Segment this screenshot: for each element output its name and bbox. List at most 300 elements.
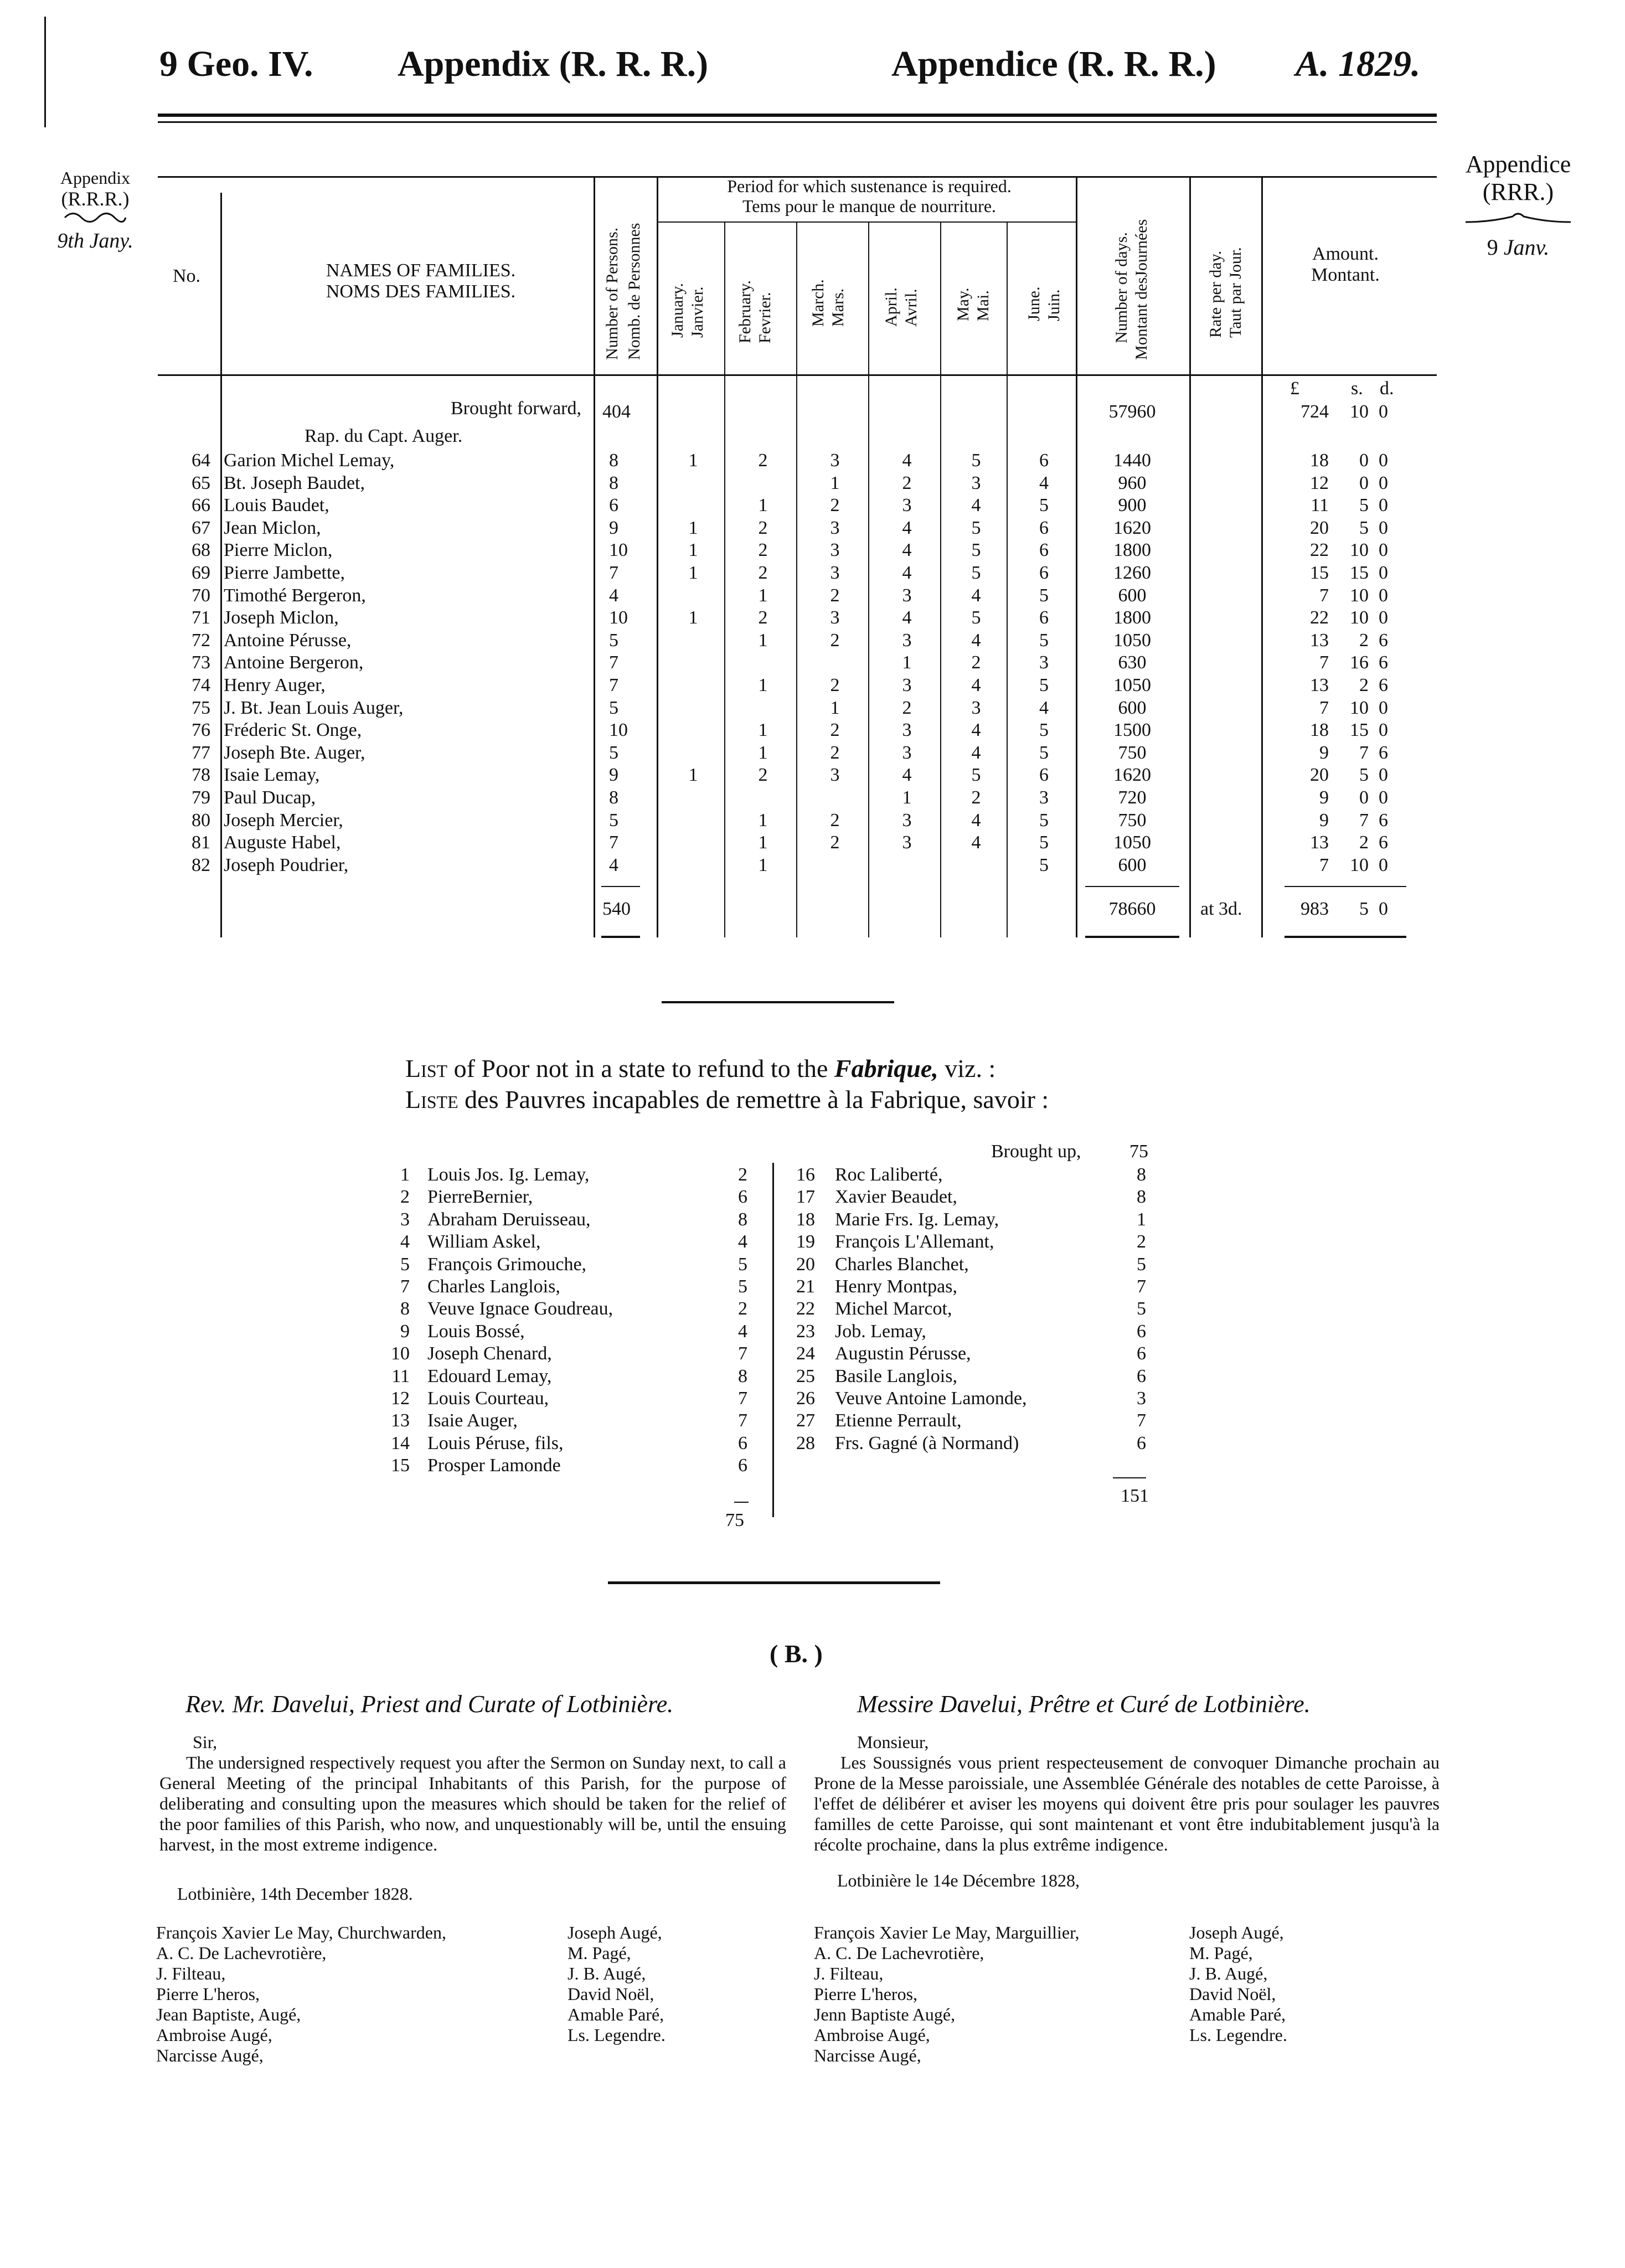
poor-right-name: Xavier Beaudet, (835, 1187, 957, 1207)
row-name: Joseph Mercier, (224, 810, 343, 831)
row-month-cell: 1 (758, 720, 768, 740)
row-no: 77 (192, 743, 210, 763)
letter-en-signatures-right (568, 1922, 666, 2045)
row-month-cell: 5 (971, 563, 981, 583)
signature-name: David Noël, (1189, 1984, 1276, 2004)
col-sep-persons (657, 176, 658, 937)
row-name: Louis Baudet, (224, 495, 329, 516)
row-s: 10 (1350, 585, 1369, 606)
poor-left-name: Louis Courteau, (427, 1388, 549, 1409)
amount-double-rule (1284, 936, 1406, 938)
signature-name: Narcisse Augé, (814, 2045, 921, 2065)
section-label: Rap. du Capt. Auger. (305, 426, 463, 446)
row-name: J. Bt. Jean Louis Auger, (224, 698, 404, 718)
header-days-fr: Montant desJournées (1132, 219, 1151, 360)
row-s: 15 (1350, 563, 1369, 583)
row-persons: 6 (609, 495, 618, 516)
letter-fr-signatures-left (814, 1922, 1079, 2066)
row-persons: 10 (609, 720, 628, 740)
separator-rule-2 (608, 1581, 940, 1584)
header-names-fr: NOMS DES FAMILIES. (326, 281, 516, 302)
row-month-cell: 5 (1039, 675, 1049, 695)
row-l: 18 (1310, 450, 1329, 471)
row-month-cell: 5 (1039, 810, 1049, 831)
poor-left-count: 6 (738, 1187, 747, 1207)
letter-fr-signatures-right (1189, 1922, 1287, 2045)
signature-name: Pierre L'heros, (156, 1984, 260, 2004)
header-amount-fr: Montant. (1311, 265, 1380, 285)
row-s: 5 (1359, 518, 1369, 538)
row-month-cell: 1 (758, 675, 768, 695)
brought-forward-persons: 404 (602, 401, 631, 422)
period-subrule (658, 221, 1076, 223)
row-s: 0 (1359, 787, 1369, 808)
signature-name: François Xavier Le May, Churchwarden, (156, 1922, 446, 1942)
row-month-cell: 2 (758, 607, 768, 628)
row-month-cell: 3 (830, 563, 840, 583)
row-d: 0 (1379, 720, 1388, 740)
row-no: 65 (192, 473, 210, 493)
poor-left-count: 4 (738, 1231, 747, 1252)
left-total-rule (734, 1502, 749, 1503)
margin-left-date: 9th Jany. (57, 229, 133, 252)
signature-name: A. C. De Lachevrotière, (814, 1943, 984, 1963)
row-month-cell: 5 (1039, 720, 1049, 740)
row-month-cell: 1 (688, 540, 698, 560)
col-sep-days (1189, 176, 1191, 937)
row-s: 10 (1350, 540, 1369, 560)
poor-right-count: 1 (1137, 1209, 1146, 1230)
row-persons: 5 (609, 698, 618, 718)
poor-left-count: 8 (738, 1366, 747, 1386)
signature-name: Ambroise Augé, (814, 2025, 930, 2045)
margin-left-line1: Appendix (60, 168, 131, 188)
row-d: 0 (1379, 585, 1388, 606)
row-days: 900 (1118, 495, 1147, 516)
row-month-cell: 3 (902, 630, 912, 651)
row-persons: 7 (609, 675, 618, 695)
poor-left-no: 7 (400, 1276, 410, 1297)
poor-left-count: 8 (738, 1209, 747, 1230)
margin-note-right (1452, 151, 1585, 261)
poor-left-count: 2 (738, 1164, 747, 1185)
poor-left-name: PierreBernier, (427, 1187, 533, 1207)
total-d: 0 (1379, 899, 1388, 919)
poor-right-count: 5 (1137, 1298, 1146, 1319)
row-s: 10 (1350, 855, 1369, 875)
row-days: 720 (1118, 787, 1147, 808)
header-appendix-en: Appendix (R. R. R.) (398, 44, 709, 84)
poor-right-count: 6 (1137, 1433, 1146, 1453)
row-l: 22 (1310, 540, 1329, 560)
poor-right-no: 24 (796, 1343, 815, 1364)
poor-list-title-en (405, 1053, 1049, 1084)
row-month-cell: 5 (1039, 630, 1049, 651)
header-days-en: Number of days. (1112, 232, 1131, 343)
row-no: 81 (192, 832, 210, 853)
row-no: 80 (192, 810, 210, 831)
header-month-mar-fr: Mars. (829, 288, 847, 327)
poor-left-count: 4 (738, 1321, 747, 1342)
row-days: 1500 (1113, 720, 1151, 740)
row-name: Auguste Habel, (224, 832, 341, 853)
row-days: 1050 (1113, 675, 1151, 695)
poor-left-name: Louis Péruse, fils, (427, 1433, 564, 1453)
header-no: No. (173, 266, 201, 286)
row-month-cell: 2 (971, 787, 981, 808)
header-period-fr: Tems pour le manque de nourriture. (742, 196, 997, 216)
poor-left-no: 13 (391, 1410, 410, 1431)
row-persons: 10 (609, 607, 628, 628)
title-fr-rest: des Pauvres incapables de remettre à la Fabrique, savoir : (458, 1085, 1049, 1114)
row-month-cell: 1 (688, 450, 698, 471)
row-no: 75 (192, 698, 210, 718)
poor-list-title-fr (405, 1084, 1049, 1115)
row-month-cell: 4 (902, 450, 912, 471)
row-month-cell: 2 (971, 652, 981, 673)
days-double-rule (1085, 936, 1179, 938)
row-month-cell: 5 (971, 450, 981, 471)
row-no: 82 (192, 855, 210, 875)
col-sep-jan (724, 221, 725, 937)
poor-right-name: Marie Frs. Ig. Lemay, (835, 1209, 999, 1230)
row-d: 0 (1379, 473, 1388, 493)
row-days: 1050 (1113, 630, 1151, 651)
row-s: 2 (1359, 675, 1369, 695)
col-sep-names (594, 176, 595, 937)
row-no: 71 (192, 607, 210, 628)
poor-left-name: Joseph Chenard, (427, 1343, 552, 1364)
signature-name: M. Pagé, (1189, 1943, 1253, 1963)
poor-left-name: William Askel, (427, 1231, 541, 1252)
row-month-cell: 4 (971, 585, 981, 606)
poor-right-name: François L'Allemant, (835, 1231, 994, 1252)
row-month-cell: 2 (758, 450, 768, 471)
row-month-cell: 5 (1039, 495, 1049, 516)
row-month-cell: 3 (971, 698, 981, 718)
letter-en-heading: Rev. Mr. Davelui, Priest and Curate of Lotbinière. (185, 1690, 674, 1718)
poor-right-no: 17 (796, 1187, 815, 1207)
poor-left-no: 4 (400, 1231, 410, 1252)
poor-left-name: Abraham Deruisseau, (427, 1209, 591, 1230)
signature-name: Joseph Augé, (568, 1922, 662, 1942)
row-name: Isaie Lemay, (224, 765, 320, 785)
row-month-cell: 3 (902, 495, 912, 516)
row-days: 1620 (1113, 518, 1151, 538)
row-month-cell: 4 (971, 810, 981, 831)
col-sep-jun (1076, 176, 1077, 937)
header-month-mar-en: March. (809, 279, 827, 327)
poor-left-no: 3 (400, 1209, 410, 1230)
poor-right-name: Job. Lemay, (835, 1321, 926, 1342)
brought-up-value: 75 (1129, 1141, 1148, 1162)
poor-list-title (405, 1053, 1049, 1115)
signature-name: Joseph Augé, (1189, 1922, 1284, 1942)
row-name: Fréderic St. Onge, (224, 720, 362, 740)
letter-fr-body: Les Soussignés vous prient respecteusement de convoquer Dimanche prochain au Prone de la Messe paroissiale, une Assemblée Générale des notables de cette Paroisse, à l'effet de délibérer et aviser les moyens qui doivent être pris pour soulager les pauvres familles de cette Paroisse, qui sont maintenant et vont être indubitablement jusqu'à la récolte prochaine, dans la plus extrême indigence. (814, 1752, 1440, 1854)
row-month-cell: 5 (1039, 585, 1049, 606)
row-s: 10 (1350, 607, 1369, 628)
signature-name: A. C. De Lachevrotière, (156, 1943, 327, 1963)
header-amount (1273, 244, 1417, 286)
row-l: 15 (1310, 563, 1329, 583)
row-month-cell: 3 (902, 743, 912, 763)
signature-name: M. Pagé, (568, 1943, 631, 1963)
row-no: 69 (192, 563, 210, 583)
poor-right-no: 18 (796, 1209, 815, 1230)
col-sep-feb (796, 221, 797, 937)
row-persons: 4 (609, 855, 618, 875)
row-days: 600 (1118, 855, 1147, 875)
poor-left-no: 2 (400, 1187, 410, 1207)
header-month-may-en: May. (954, 287, 972, 321)
row-d: 6 (1379, 743, 1388, 763)
poor-left-name: Edouard Lemay, (427, 1366, 552, 1386)
poor-right-name: Augustin Pérusse, (835, 1343, 971, 1364)
row-no: 74 (192, 675, 210, 695)
header-year: A. 1829. (1296, 44, 1421, 84)
header-names (266, 260, 576, 302)
poor-left-no: 5 (400, 1254, 410, 1275)
row-month-cell: 3 (830, 540, 840, 560)
total-s: 5 (1359, 899, 1369, 919)
row-month-cell: 1 (688, 563, 698, 583)
row-name: Henry Auger, (224, 675, 326, 695)
poor-left-no: 14 (391, 1433, 410, 1453)
row-d: 0 (1379, 855, 1388, 875)
right-total-rule (1113, 1477, 1146, 1478)
row-days: 750 (1118, 810, 1147, 831)
col-sep-no (220, 193, 222, 937)
poor-left-count: 6 (738, 1455, 747, 1476)
row-month-cell: 5 (1039, 743, 1049, 763)
margin-right-line2: (RRR.) (1482, 178, 1554, 205)
header-period (664, 176, 1074, 216)
row-persons: 5 (609, 810, 618, 831)
col-sep-apr (940, 221, 941, 937)
row-s: 15 (1350, 720, 1369, 740)
header-appendix-fr: Appendice (R. R. R.) (891, 44, 1216, 84)
title-en-fabrique: Fabrique, (834, 1054, 938, 1083)
row-no: 66 (192, 495, 210, 516)
row-persons: 5 (609, 743, 618, 763)
row-month-cell: 5 (971, 607, 981, 628)
poor-right-no: 21 (796, 1276, 815, 1297)
poor-left-count: 7 (738, 1410, 747, 1431)
row-l: 13 (1310, 675, 1329, 695)
row-month-cell: 3 (902, 810, 912, 831)
row-month-cell: 2 (758, 765, 768, 785)
brought-forward-d: 0 (1379, 401, 1388, 422)
row-s: 2 (1359, 832, 1369, 853)
poor-list-divider (772, 1163, 774, 1517)
header-session: 9 Geo. IV. (159, 44, 313, 84)
row-month-cell: 4 (971, 743, 981, 763)
poor-left-no: 11 (391, 1366, 410, 1386)
row-name: Pierre Jambette, (224, 563, 345, 583)
row-l: 20 (1310, 518, 1329, 538)
row-name: Timothé Bergeron, (224, 585, 366, 606)
col-sep-may (1007, 221, 1008, 937)
row-month-cell: 2 (830, 810, 840, 831)
total-rate: at 3d. (1200, 899, 1242, 919)
header-month-jun-en: June. (1025, 286, 1043, 321)
poor-right-name: Basile Langlois, (835, 1366, 957, 1386)
row-persons: 4 (609, 585, 618, 606)
row-days: 1440 (1113, 450, 1151, 471)
letter-fr-heading: Messire Davelui, Prêtre et Curé de Lotbinière. (857, 1690, 1311, 1718)
row-d: 6 (1379, 630, 1388, 651)
row-no: 72 (192, 630, 210, 651)
header-month-may-fr: Mai. (974, 290, 992, 321)
letter-en-dateline: Lotbinière, 14th December 1828. (177, 1884, 413, 1904)
poor-right-count: 8 (1137, 1164, 1146, 1185)
row-s: 5 (1359, 495, 1369, 516)
row-days: 630 (1118, 652, 1147, 673)
header-amount-en: Amount. (1312, 244, 1379, 264)
row-month-cell: 1 (902, 787, 912, 808)
letter-en-body: The undersigned respectively request you after the Sermon on Sunday next, to call a General Meeting of the principal Inhabitants of this Parish, for the purpose of deliberating and consulting upon the measures which should be taken for the relief of the poor families of this Parish, who now, and unquestionably will be, until the ensuing harvest, in the most extreme indigence. (159, 1752, 786, 1854)
signature-name: J. B. Augé, (1189, 1963, 1268, 1983)
row-no: 78 (192, 765, 210, 785)
signature-name: Jean Baptiste, Augé, (156, 2004, 301, 2024)
row-no: 79 (192, 787, 210, 808)
title-en-rest: of Poor not in a state to refund to the (447, 1054, 834, 1083)
row-month-cell: 3 (830, 518, 840, 538)
row-no: 64 (192, 450, 210, 471)
row-month-cell: 3 (830, 607, 840, 628)
row-month-cell: 2 (902, 698, 912, 718)
row-month-cell: 4 (971, 720, 981, 740)
row-d: 6 (1379, 652, 1388, 673)
header-month-jun-fr: Juin. (1045, 289, 1063, 321)
poor-right-name: Roc Laliberté, (835, 1164, 943, 1185)
margin-right-line1: Appendice (1465, 151, 1571, 178)
poor-right-count: 7 (1137, 1410, 1146, 1431)
poor-left-no: 1 (400, 1164, 410, 1185)
row-s: 0 (1359, 473, 1369, 493)
row-month-cell: 4 (902, 563, 912, 583)
row-no: 70 (192, 585, 210, 606)
letter-fr-dateline: Lotbinière le 14e Décembre 1828, (837, 1870, 1080, 1890)
poor-right-no: 27 (796, 1410, 815, 1431)
row-l: 22 (1310, 607, 1329, 628)
poor-right-no: 20 (796, 1254, 815, 1275)
poor-left-name: Charles Langlois, (427, 1276, 560, 1297)
total-days: 78660 (1108, 899, 1156, 919)
row-month-cell: 2 (758, 563, 768, 583)
row-month-cell: 5 (1039, 855, 1049, 875)
letter-en-signatures-left (156, 1922, 446, 2066)
row-d: 0 (1379, 607, 1388, 628)
row-name: Paul Ducap, (224, 787, 316, 808)
signature-name: Amable Paré, (568, 2004, 664, 2024)
title-fr-lead: Liste (405, 1085, 458, 1114)
signature-name: Ambroise Augé, (156, 2025, 272, 2045)
row-l: 13 (1310, 630, 1329, 651)
row-month-cell: 2 (758, 540, 768, 560)
row-month-cell: 4 (971, 630, 981, 651)
row-month-cell: 4 (971, 675, 981, 695)
poor-right-name: Henry Montpas, (835, 1276, 957, 1297)
row-month-cell: 4 (1039, 473, 1049, 493)
row-name: Joseph Poudrier, (224, 855, 349, 875)
signature-name: Narcisse Augé, (156, 2045, 264, 2065)
row-month-cell: 5 (971, 765, 981, 785)
poor-right-no: 26 (796, 1388, 815, 1409)
row-month-cell: 2 (830, 630, 840, 651)
row-month-cell: 3 (1039, 787, 1049, 808)
poor-right-count: 3 (1137, 1388, 1146, 1409)
row-month-cell: 1 (830, 698, 840, 718)
signature-name: Amable Paré, (1189, 2004, 1286, 2024)
row-persons: 5 (609, 630, 618, 651)
row-l: 9 (1319, 787, 1329, 808)
margin-right-flourish (1452, 206, 1585, 234)
row-month-cell: 2 (830, 832, 840, 853)
row-month-cell: 2 (830, 495, 840, 516)
signature-name: J. Filteau, (814, 1963, 884, 1983)
poor-left-total: 75 (725, 1510, 744, 1530)
signature-name: J. B. Augé, (568, 1963, 646, 1983)
row-days: 600 (1118, 698, 1147, 718)
row-month-cell: 4 (902, 765, 912, 785)
row-month-cell: 5 (1039, 832, 1049, 853)
row-l: 12 (1310, 473, 1329, 493)
col-sep-mar (868, 221, 869, 937)
header-rate-en: Rate per day. (1206, 250, 1225, 338)
days-total-rule (1085, 886, 1179, 887)
row-month-cell: 1 (758, 495, 768, 516)
poor-left-name: Louis Bossé, (427, 1321, 525, 1342)
poor-right-name: Etienne Perrault, (835, 1410, 962, 1431)
title-en-lead: List (405, 1054, 448, 1083)
row-no: 73 (192, 652, 210, 673)
header-rate-fr: Taut par Jour. (1226, 247, 1245, 338)
row-no: 68 (192, 540, 210, 560)
poor-right-count: 5 (1137, 1254, 1146, 1275)
header-month-feb-fr: Fevrier. (756, 292, 774, 343)
row-s: 7 (1359, 743, 1369, 763)
row-month-cell: 6 (1039, 518, 1049, 538)
poor-right-no: 23 (796, 1321, 815, 1342)
header-persons-fr: Nomb. de Personnes (625, 223, 643, 360)
letter-fr-salutation: Monsieur, (857, 1732, 929, 1752)
row-name: Bt. Joseph Baudet, (224, 473, 365, 493)
row-month-cell: 2 (830, 720, 840, 740)
signature-name: François Xavier Le May, Marguillier, (814, 1922, 1080, 1942)
title-en-tail: viz. : (938, 1054, 996, 1083)
letter-en-salutation: Sir, (193, 1732, 218, 1752)
row-d: 0 (1379, 698, 1388, 718)
row-month-cell: 1 (758, 855, 768, 875)
margin-left-line2: (R.R.R.) (61, 188, 130, 210)
row-d: 6 (1379, 832, 1388, 853)
row-month-cell: 4 (902, 518, 912, 538)
row-name: Garion Michel Lemay, (224, 450, 395, 471)
row-no: 76 (192, 720, 210, 740)
row-persons: 8 (609, 787, 618, 808)
row-d: 0 (1379, 563, 1388, 583)
poor-left-no: 9 (400, 1321, 410, 1342)
total-l: 983 (1301, 899, 1329, 919)
row-month-cell: 3 (830, 765, 840, 785)
margin-note-left (40, 167, 151, 251)
poor-right-count: 6 (1137, 1321, 1146, 1342)
row-month-cell: 3 (971, 473, 981, 493)
col-sep-rate (1261, 176, 1263, 937)
row-l: 9 (1319, 743, 1329, 763)
